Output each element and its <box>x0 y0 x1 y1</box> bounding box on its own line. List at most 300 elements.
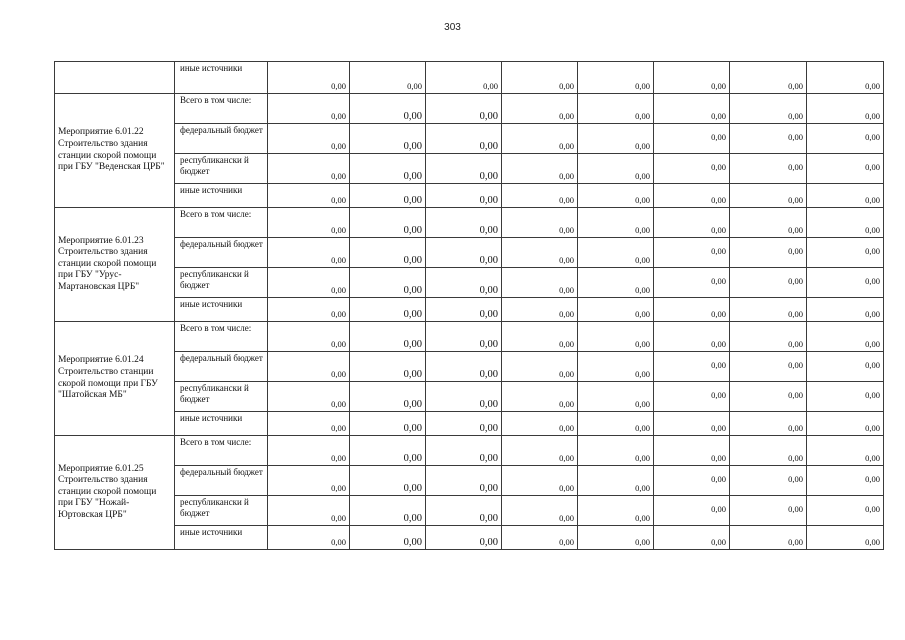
value-cell <box>807 436 884 466</box>
value-text: 0,00 <box>403 423 422 434</box>
value-text: 0,00 <box>331 399 346 409</box>
value-cell <box>502 184 578 208</box>
value-cell <box>578 322 654 352</box>
value-cell <box>730 94 807 124</box>
value-text: 0,00 <box>559 453 574 463</box>
value-text: 0,00 <box>331 225 346 235</box>
value-cell <box>730 298 807 322</box>
value-text: 0,00 <box>479 537 498 548</box>
value-text: 0,00 <box>635 285 650 295</box>
value-cell <box>502 62 578 94</box>
value-cell <box>502 412 578 436</box>
value-cell <box>730 412 807 436</box>
value-cell <box>730 352 807 382</box>
value-text: 0,00 <box>479 309 498 320</box>
value-cell <box>350 184 426 208</box>
value-cell <box>426 466 502 496</box>
value-text: 0,00 <box>711 423 726 433</box>
value-text: 0,00 <box>788 245 803 256</box>
value-text: 0,00 <box>403 399 422 410</box>
value-text: 0,00 <box>635 195 650 205</box>
value-text: 0,00 <box>788 423 803 433</box>
value-cell <box>730 184 807 208</box>
value-text: 0,00 <box>559 423 574 433</box>
value-text: 0,00 <box>479 513 498 524</box>
value-cell <box>268 496 350 526</box>
value-cell <box>578 154 654 184</box>
value-text: 0,00 <box>559 285 574 295</box>
value-text: 0,00 <box>635 513 650 523</box>
value-cell <box>268 208 350 238</box>
value-text: 0,00 <box>865 225 880 235</box>
value-text: 0,00 <box>331 483 346 493</box>
value-text: 0,00 <box>331 111 346 121</box>
value-cell <box>268 268 350 298</box>
value-text: 0,00 <box>559 225 574 235</box>
value-cell <box>578 466 654 496</box>
value-text: 0,00 <box>788 131 803 142</box>
value-text: 0,00 <box>635 453 650 463</box>
value-cell <box>654 298 730 322</box>
value-text: 0,00 <box>711 225 726 235</box>
value-cell <box>578 94 654 124</box>
value-cell <box>654 466 730 496</box>
value-cell <box>730 62 807 94</box>
value-text: 0,00 <box>331 537 346 547</box>
table-row <box>55 268 884 298</box>
value-text: 0,00 <box>865 423 880 433</box>
value-text: 0,00 <box>711 309 726 319</box>
source-cell: республикански й бюджет <box>175 382 268 412</box>
value-cell <box>268 322 350 352</box>
value-cell <box>578 298 654 322</box>
value-text: 0,00 <box>403 369 422 380</box>
value-cell <box>268 412 350 436</box>
value-text: 0,00 <box>479 255 498 266</box>
value-text: 0,00 <box>331 171 346 181</box>
value-text: 0,00 <box>788 275 803 286</box>
value-cell <box>502 436 578 466</box>
value-text: 0,00 <box>559 195 574 205</box>
value-text: 0,00 <box>865 111 880 121</box>
value-text: 0,00 <box>479 453 498 464</box>
value-cell <box>268 124 350 154</box>
table-row <box>55 298 884 322</box>
value-cell <box>502 268 578 298</box>
value-cell <box>350 352 426 382</box>
value-cell <box>654 436 730 466</box>
value-cell <box>807 382 884 412</box>
value-text: 0,00 <box>711 339 726 349</box>
value-text: 0,00 <box>331 423 346 433</box>
value-cell <box>268 466 350 496</box>
value-cell <box>807 268 884 298</box>
value-cell <box>426 94 502 124</box>
value-cell <box>807 238 884 268</box>
value-text: 0,00 <box>479 369 498 380</box>
value-cell <box>268 382 350 412</box>
value-cell <box>268 154 350 184</box>
event-cell-empty <box>55 62 175 94</box>
value-cell <box>268 62 350 94</box>
value-text: 0,00 <box>865 537 880 547</box>
value-cell <box>426 412 502 436</box>
value-text: 0,00 <box>559 399 574 409</box>
value-text: 0,00 <box>479 225 498 236</box>
source-cell: иные источники <box>175 412 268 436</box>
value-text: 0,00 <box>479 171 498 182</box>
value-text: 0,00 <box>788 339 803 349</box>
value-text: 0,00 <box>403 513 422 524</box>
value-cell <box>350 94 426 124</box>
table-row <box>55 62 884 94</box>
value-text: 0,00 <box>865 339 880 349</box>
value-cell <box>426 526 502 550</box>
value-cell <box>268 94 350 124</box>
value-text: 0,00 <box>635 399 650 409</box>
value-text: 0,00 <box>635 369 650 379</box>
value-cell <box>578 436 654 466</box>
value-cell <box>730 322 807 352</box>
value-text: 0,00 <box>711 81 726 91</box>
value-cell <box>350 436 426 466</box>
value-cell <box>807 124 884 154</box>
value-cell <box>268 298 350 322</box>
value-cell <box>578 526 654 550</box>
value-text: 0,00 <box>711 453 726 463</box>
table-row <box>55 496 884 526</box>
value-text: 0,00 <box>635 423 650 433</box>
value-text: 0,00 <box>331 369 346 379</box>
value-cell <box>578 62 654 94</box>
value-cell <box>502 496 578 526</box>
value-text: 0,00 <box>865 309 880 319</box>
value-cell <box>578 352 654 382</box>
value-text: 0,00 <box>635 141 650 151</box>
value-text: 0,00 <box>711 131 726 142</box>
value-text: 0,00 <box>559 513 574 523</box>
value-cell <box>654 238 730 268</box>
value-cell <box>502 352 578 382</box>
page-number: 303 <box>444 22 461 33</box>
value-cell <box>350 382 426 412</box>
value-cell <box>426 436 502 466</box>
table-row <box>55 124 884 154</box>
value-text: 0,00 <box>788 389 803 400</box>
value-text: 0,00 <box>788 359 803 370</box>
value-text: 0,00 <box>788 195 803 205</box>
value-text: 0,00 <box>788 309 803 319</box>
value-text: 0,00 <box>331 513 346 523</box>
value-cell <box>807 208 884 238</box>
value-cell <box>654 94 730 124</box>
value-cell <box>350 298 426 322</box>
value-text: 0,00 <box>635 111 650 121</box>
value-text: 0,00 <box>865 503 880 514</box>
value-text: 0,00 <box>403 111 422 122</box>
value-text: 0,00 <box>403 537 422 548</box>
value-text: 0,00 <box>711 503 726 514</box>
value-cell <box>426 238 502 268</box>
source-cell: Всего в том числе: <box>175 208 268 238</box>
value-cell <box>350 62 426 94</box>
value-cell <box>730 238 807 268</box>
source-cell: иные источники <box>175 62 268 94</box>
source-cell: федеральный бюджет <box>175 238 268 268</box>
table-row <box>55 436 884 466</box>
value-cell <box>654 268 730 298</box>
value-cell <box>654 184 730 208</box>
value-cell <box>730 382 807 412</box>
value-cell <box>502 238 578 268</box>
value-text: 0,00 <box>331 195 346 205</box>
source-cell: Всего в том числе: <box>175 436 268 466</box>
value-cell <box>807 154 884 184</box>
value-text: 0,00 <box>331 309 346 319</box>
table-row <box>55 238 884 268</box>
table-row <box>55 184 884 208</box>
value-text: 0,00 <box>865 453 880 463</box>
table-row <box>55 208 884 238</box>
value-text: 0,00 <box>479 399 498 410</box>
table-row <box>55 154 884 184</box>
value-cell <box>502 94 578 124</box>
source-cell: федеральный бюджет <box>175 466 268 496</box>
value-cell <box>654 62 730 94</box>
value-text: 0,00 <box>635 255 650 265</box>
value-text: 0,00 <box>403 453 422 464</box>
value-text: 0,00 <box>559 309 574 319</box>
value-text: 0,00 <box>483 81 498 91</box>
value-cell <box>268 436 350 466</box>
value-cell <box>578 238 654 268</box>
value-cell <box>426 496 502 526</box>
value-cell <box>654 124 730 154</box>
value-text: 0,00 <box>711 359 726 370</box>
value-cell <box>730 436 807 466</box>
value-text: 0,00 <box>788 111 803 121</box>
value-text: 0,00 <box>403 339 422 350</box>
value-cell <box>350 412 426 436</box>
event-title-cell: Мероприятие 6.01.25 Строительство здания станции скорой помощи при ГБУ "Ножай-Юртовская ЦРБ" <box>55 436 175 550</box>
value-text: 0,00 <box>865 389 880 400</box>
value-text: 0,00 <box>711 389 726 400</box>
value-cell <box>268 184 350 208</box>
value-text: 0,00 <box>559 171 574 181</box>
value-text: 0,00 <box>788 473 803 484</box>
value-text: 0,00 <box>635 483 650 493</box>
value-cell <box>268 352 350 382</box>
value-text: 0,00 <box>559 141 574 151</box>
value-text: 0,00 <box>559 483 574 493</box>
value-cell <box>807 352 884 382</box>
value-cell <box>730 268 807 298</box>
value-text: 0,00 <box>403 255 422 266</box>
table-row <box>55 322 884 352</box>
value-cell <box>730 466 807 496</box>
budget-table-body <box>55 62 884 550</box>
value-text: 0,00 <box>865 195 880 205</box>
value-text: 0,00 <box>559 255 574 265</box>
source-cell: республикански й бюджет <box>175 154 268 184</box>
source-cell: республикански й бюджет <box>175 268 268 298</box>
value-text: 0,00 <box>331 141 346 151</box>
value-text: 0,00 <box>711 245 726 256</box>
value-cell <box>350 322 426 352</box>
value-cell <box>654 322 730 352</box>
value-text: 0,00 <box>331 285 346 295</box>
value-text: 0,00 <box>479 141 498 152</box>
value-cell <box>654 352 730 382</box>
value-text: 0,00 <box>403 285 422 296</box>
source-cell: федеральный бюджет <box>175 124 268 154</box>
value-text: 0,00 <box>331 255 346 265</box>
source-cell: республикански й бюджет <box>175 496 268 526</box>
value-cell <box>578 268 654 298</box>
value-text: 0,00 <box>865 81 880 91</box>
value-cell <box>426 208 502 238</box>
value-text: 0,00 <box>559 537 574 547</box>
value-text: 0,00 <box>559 81 574 91</box>
source-cell: Всего в том числе: <box>175 322 268 352</box>
value-cell <box>578 208 654 238</box>
value-cell <box>578 124 654 154</box>
value-cell <box>350 238 426 268</box>
value-cell <box>502 322 578 352</box>
value-cell <box>426 382 502 412</box>
value-cell <box>807 62 884 94</box>
value-cell <box>268 238 350 268</box>
value-text: 0,00 <box>865 473 880 484</box>
value-text: 0,00 <box>331 339 346 349</box>
value-text: 0,00 <box>403 225 422 236</box>
value-cell <box>654 154 730 184</box>
value-text: 0,00 <box>407 81 422 91</box>
value-cell <box>426 62 502 94</box>
value-text: 0,00 <box>559 339 574 349</box>
value-text: 0,00 <box>403 195 422 206</box>
value-cell <box>268 526 350 550</box>
table-row <box>55 526 884 550</box>
value-cell <box>578 412 654 436</box>
value-text: 0,00 <box>711 473 726 484</box>
table-row <box>55 382 884 412</box>
value-cell <box>654 496 730 526</box>
value-cell <box>350 154 426 184</box>
value-text: 0,00 <box>403 309 422 320</box>
value-text: 0,00 <box>403 483 422 494</box>
value-cell <box>502 124 578 154</box>
value-cell <box>426 268 502 298</box>
value-cell <box>654 208 730 238</box>
value-text: 0,00 <box>865 131 880 142</box>
value-cell <box>426 124 502 154</box>
value-text: 0,00 <box>865 359 880 370</box>
value-cell <box>807 466 884 496</box>
value-text: 0,00 <box>559 111 574 121</box>
value-cell <box>350 466 426 496</box>
value-text: 0,00 <box>479 111 498 122</box>
value-cell <box>807 496 884 526</box>
value-text: 0,00 <box>788 81 803 91</box>
value-cell <box>730 208 807 238</box>
value-text: 0,00 <box>559 369 574 379</box>
value-text: 0,00 <box>635 309 650 319</box>
value-text: 0,00 <box>788 161 803 172</box>
value-text: 0,00 <box>635 339 650 349</box>
value-cell <box>807 412 884 436</box>
event-title-cell: Мероприятие 6.01.22 Строительство здания станции скорой помощи при ГБУ "Веденская ЦРБ" <box>55 94 175 208</box>
value-text: 0,00 <box>788 503 803 514</box>
value-cell <box>730 496 807 526</box>
value-cell <box>578 382 654 412</box>
value-text: 0,00 <box>479 285 498 296</box>
value-text: 0,00 <box>788 537 803 547</box>
value-text: 0,00 <box>711 195 726 205</box>
event-title-cell: Мероприятие 6.01.23 Строительство здания станции скорой помощи при ГБУ "Урус-Мартановская ЦРБ" <box>55 208 175 322</box>
value-cell <box>502 298 578 322</box>
value-text: 0,00 <box>711 161 726 172</box>
value-cell <box>807 94 884 124</box>
value-cell <box>426 154 502 184</box>
value-cell <box>426 352 502 382</box>
table-row <box>55 412 884 436</box>
value-cell <box>730 154 807 184</box>
value-cell <box>350 268 426 298</box>
value-text: 0,00 <box>403 171 422 182</box>
value-text: 0,00 <box>479 423 498 434</box>
value-text: 0,00 <box>331 81 346 91</box>
source-cell: иные источники <box>175 526 268 550</box>
value-text: 0,00 <box>479 483 498 494</box>
value-cell <box>578 184 654 208</box>
value-text: 0,00 <box>711 275 726 286</box>
value-cell <box>807 184 884 208</box>
value-text: 0,00 <box>635 81 650 91</box>
source-cell: иные источники <box>175 298 268 322</box>
value-cell <box>426 298 502 322</box>
table-row <box>55 352 884 382</box>
value-text: 0,00 <box>711 537 726 547</box>
value-text: 0,00 <box>479 195 498 206</box>
value-text: 0,00 <box>865 161 880 172</box>
value-cell <box>502 208 578 238</box>
value-cell <box>350 208 426 238</box>
value-cell <box>654 412 730 436</box>
budget-table <box>54 61 884 550</box>
source-cell: Всего в том числе: <box>175 94 268 124</box>
event-title-cell: Мероприятие 6.01.24 Строительство станции скорой помощи при ГБУ "Шатойская МБ" <box>55 322 175 436</box>
value-text: 0,00 <box>865 245 880 256</box>
value-cell <box>502 466 578 496</box>
value-text: 0,00 <box>788 453 803 463</box>
table-row <box>55 466 884 496</box>
value-text: 0,00 <box>865 275 880 286</box>
value-cell <box>807 322 884 352</box>
value-cell <box>350 124 426 154</box>
value-cell <box>654 526 730 550</box>
source-cell: иные источники <box>175 184 268 208</box>
value-text: 0,00 <box>635 225 650 235</box>
value-text: 0,00 <box>711 111 726 121</box>
value-cell <box>426 184 502 208</box>
value-cell <box>807 298 884 322</box>
value-text: 0,00 <box>788 225 803 235</box>
value-cell <box>502 382 578 412</box>
value-cell <box>807 526 884 550</box>
table-row <box>55 94 884 124</box>
value-text: 0,00 <box>635 537 650 547</box>
